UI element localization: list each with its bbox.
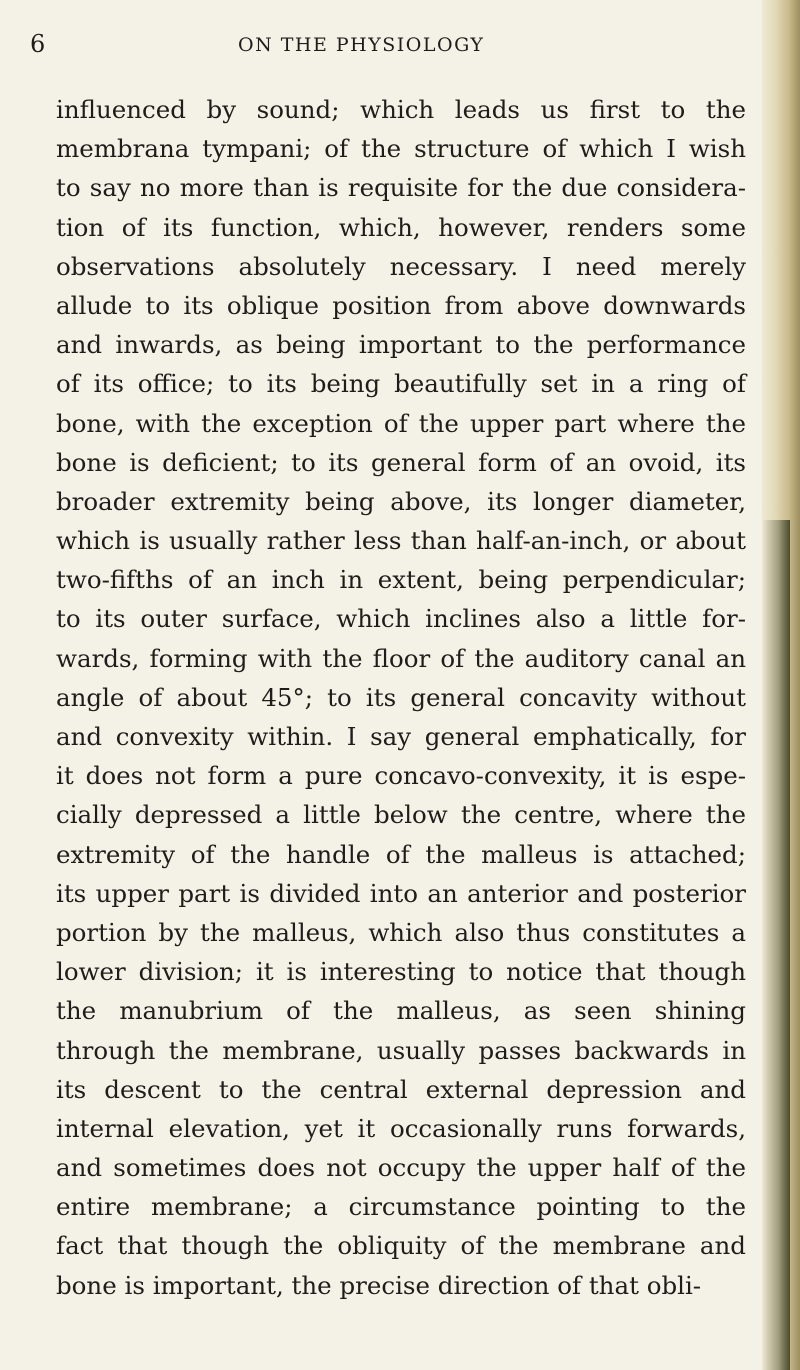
text-line: bone, with the exception of the upper part where the xyxy=(56,408,746,438)
text-line: of its office; to its being beautifully set in a ring of xyxy=(56,369,746,399)
text-line: tion of its function, which, however, renders some xyxy=(56,212,746,242)
text-line: and inwards, as being important to the performance xyxy=(56,330,746,360)
text-line: membrana tympani; of the structure of which I wish xyxy=(56,134,746,164)
text-line: extremity of the handle of the malleus is attached; xyxy=(56,839,746,869)
text-line: influenced by sound; which leads us first to the xyxy=(56,95,746,124)
text-line: and sometimes does not occupy the upper half of the xyxy=(56,1153,746,1183)
text-line: internal elevation, yet it occasionally runs forwards, xyxy=(56,1113,746,1143)
text-line: to its outer surface, which inclines also a little for- xyxy=(56,604,746,634)
text-line: and convexity within. I say general emphatically, for xyxy=(56,722,746,751)
text-line: it does not form a pure concavo-convexity, it is espe- xyxy=(56,761,746,791)
text-line: observations absolutely necessary. I need merely xyxy=(56,251,746,281)
text-line: bone is important, the precise direction of that obli- xyxy=(56,1270,702,1300)
text-line: bone is deficient; to its general form of an ovoid, its xyxy=(56,447,746,477)
text-line: allude to its oblique position from above downwards xyxy=(56,290,746,320)
text-line: cially depressed a little below the centre, where the xyxy=(56,800,746,830)
page-header xyxy=(0,30,760,62)
text-line: entire membrane; a circumstance pointing to the xyxy=(56,1192,746,1222)
text-line: wards, forming with the floor of the auditory canal an xyxy=(56,643,746,673)
running-head: ON THE PHYSIOLOGY xyxy=(238,34,485,56)
body-text xyxy=(56,90,746,1305)
text-line: to say no more than is requisite for the due considera- xyxy=(56,173,746,203)
page-number: 6 xyxy=(30,30,46,58)
text-line: portion by the malleus, which also thus constitutes a xyxy=(56,917,746,947)
text-line: which is usually rather less than half-an-inch, or about xyxy=(56,526,746,556)
text-line: lower division; it is interesting to notice that though xyxy=(56,957,746,987)
text-line: fact that though the obliquity of the membrane and xyxy=(56,1231,746,1261)
text-line: the manubrium of the malleus, as seen shining xyxy=(56,996,746,1026)
page-binding-shadow xyxy=(762,520,790,1370)
text-line: its upper part is divided into an anterior and posterior xyxy=(56,878,746,908)
text-line: angle of about 45°; to its general concavity without xyxy=(56,682,746,712)
text-line: two-fifths of an inch in extent, being perpendicular; xyxy=(56,565,746,595)
text-line: broader extremity being above, its longer diameter, xyxy=(56,486,746,516)
text-line: through the membrane, usually passes backwards in xyxy=(56,1035,746,1065)
text-line: its descent to the central external depression and xyxy=(56,1074,746,1104)
